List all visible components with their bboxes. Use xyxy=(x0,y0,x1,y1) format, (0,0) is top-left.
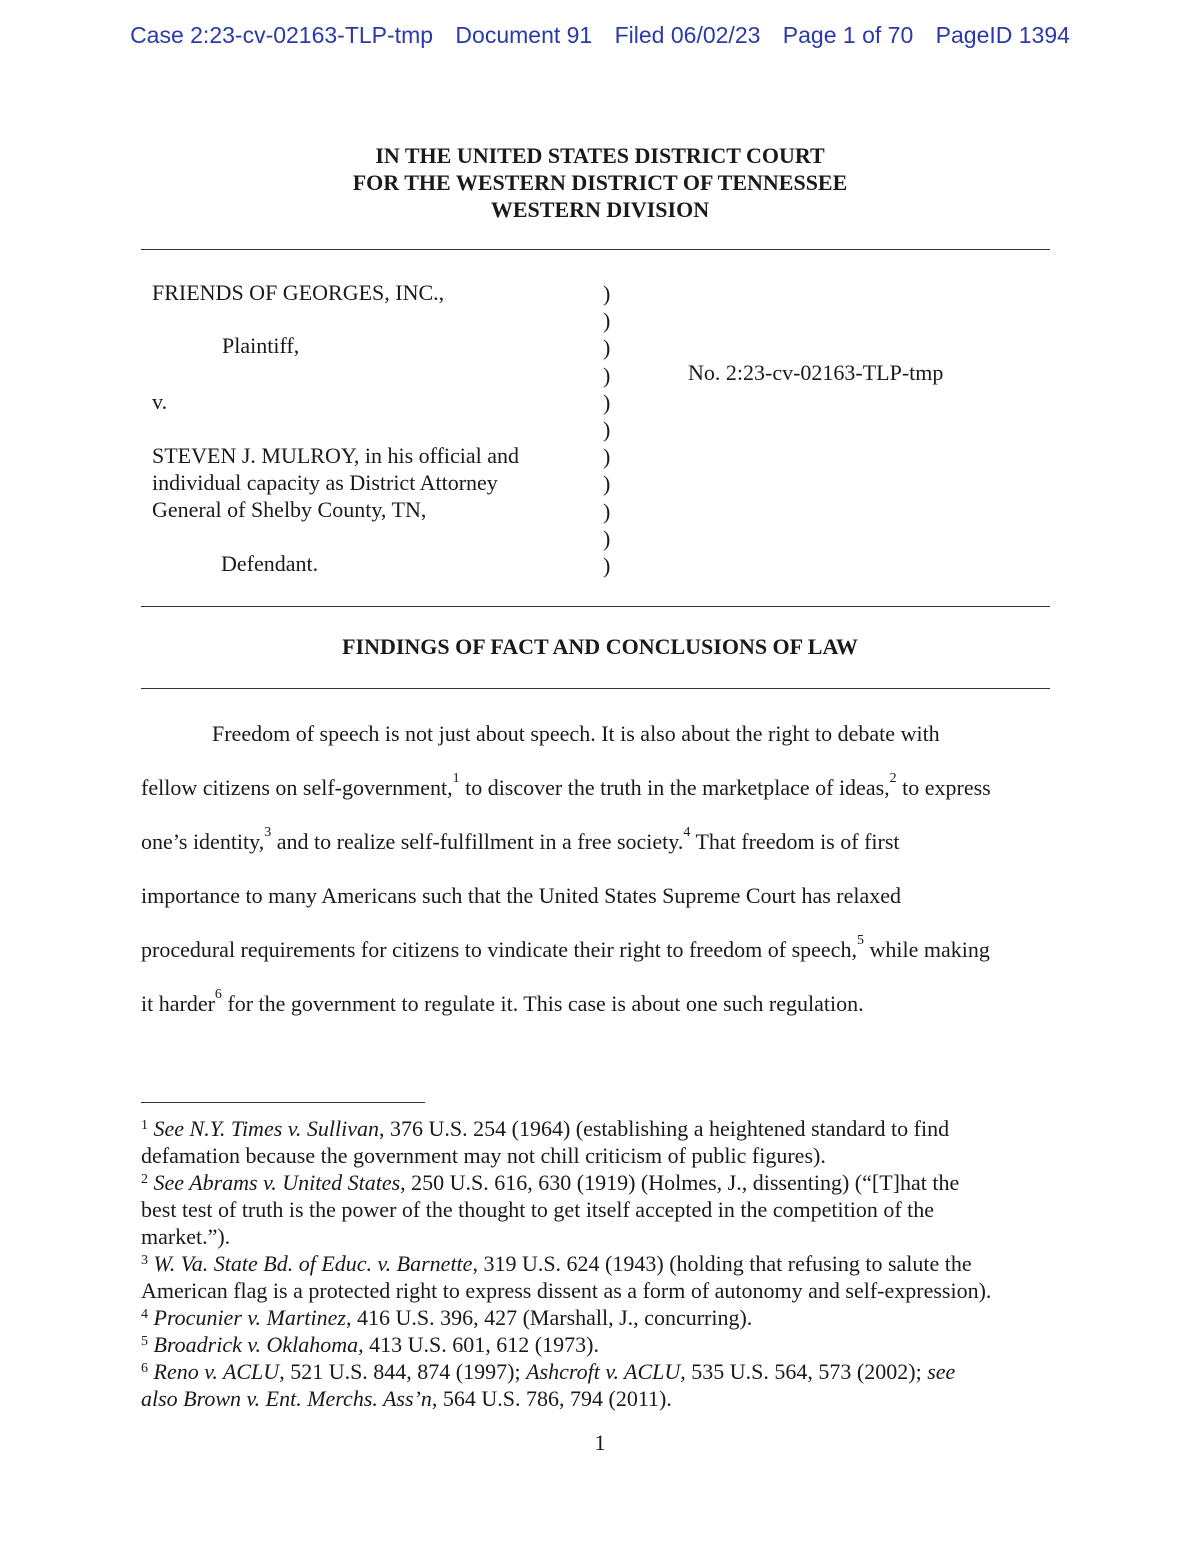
paren: ) xyxy=(603,525,611,551)
footnote-divider xyxy=(141,1102,425,1103)
defendant-line-3: General of Shelby County, TN, xyxy=(152,497,427,522)
paren: ) xyxy=(603,498,611,524)
body-line-2: fellow citizens on self-government,$^1$ to discover the truth in the marketplace of ideas,$^2$ to express xyxy=(141,771,991,800)
body-line-3: one’s identity,$^3$ and to realize self-fulfillment in a free society.$^4$ That freedom is of first xyxy=(141,825,900,854)
body-line-6: it harder$^6$ for the government to regulate it. This case is about one such regulation. xyxy=(141,987,864,1016)
footnote-ref-5: 5 xyxy=(856,933,864,948)
paren: ) xyxy=(603,444,611,470)
footnote-5: $^5$ Broadrick v. Oklahoma, 413 U.S. 601, 612 (1973). xyxy=(141,1332,599,1357)
footnote-ref-6: 6 xyxy=(214,987,222,1002)
paren: ) xyxy=(603,362,611,388)
document-number: Document 91 xyxy=(455,22,593,48)
footnote-ref-3: 3 xyxy=(264,825,272,840)
filing-header xyxy=(0,22,1200,49)
divider-title-bottom xyxy=(141,688,1050,689)
footnote-ref-2: 2 xyxy=(889,771,897,786)
paren: ) xyxy=(603,471,611,497)
defendant-line-1: STEVEN J. MULROY, in his official and xyxy=(152,443,520,468)
paren: ) xyxy=(603,308,611,334)
divider-caption-bottom xyxy=(141,606,1050,607)
caption-parentheses xyxy=(603,280,610,579)
body-line-4: importance to many Americans such that the United States Supreme Court has relaxed xyxy=(141,883,902,908)
paren: ) xyxy=(603,552,611,578)
page-id: PageID 1394 xyxy=(935,22,1070,48)
paren: ) xyxy=(603,389,611,415)
paren: ) xyxy=(603,335,611,361)
plaintiff-name: FRIENDS OF GEORGES, INC., xyxy=(152,280,445,305)
page-number: 1 xyxy=(594,1430,606,1455)
body-line-1: Freedom of speech is not just about speech. It is also about the right to debate with xyxy=(212,721,940,746)
court-line-3: WESTERN DIVISION xyxy=(490,197,710,222)
paren: ) xyxy=(603,416,611,442)
footnote-1: $^1$ See N.Y. Times v. Sullivan, 376 U.S. 254 (1964) (establishing a heightened standard to find defamation because the government may not chill criticism of public figures). xyxy=(141,1116,950,1168)
filed-date: Filed 06/02/23 xyxy=(614,22,761,48)
divider-top xyxy=(141,249,1050,250)
defendant-line-2: individual capacity as District Attorney xyxy=(152,470,498,495)
footnote-ref-1: 1 xyxy=(452,771,460,786)
case-number: No. 2:23-cv-02163-TLP-tmp xyxy=(688,360,944,385)
versus: v. xyxy=(152,389,168,414)
paren: ) xyxy=(603,281,611,306)
court-line-1: IN THE UNITED STATES DISTRICT COURT xyxy=(375,143,825,168)
court-heading xyxy=(0,142,1200,223)
court-line-2: FOR THE WESTERN DISTRICT OF TENNESSEE xyxy=(352,170,848,195)
footnote-6: $^6$ Reno v. ACLU, 521 U.S. 844, 874 (1997); Ashcroft v. ACLU, 535 U.S. 564, 573 (2002); see also Brown v. Ent. Merchs. Ass’n, 564 U.S. 786, 794 (2011). xyxy=(141,1359,956,1411)
plaintiff-role: Plaintiff, xyxy=(222,333,300,358)
defendant-role: Defendant. xyxy=(221,551,319,576)
case-number-header: Case 2:23-cv-02163-TLP-tmp xyxy=(130,22,434,48)
document-title: FINDINGS OF FACT AND CONCLUSIONS OF LAW xyxy=(342,634,858,659)
footnote-3: $^3$ W. Va. State Bd. of Educ. v. Barnette, 319 U.S. 624 (1943) (holding that refusing to salute the American flag is a protected right to express dissent as a form of autonomy and self-expression). xyxy=(141,1251,992,1303)
footnote-4: $^4$ Procunier v. Martinez, 416 U.S. 396, 427 (Marshall, J., concurring). xyxy=(141,1305,753,1330)
body-line-5: procedural requirements for citizens to vindicate their right to freedom of speech,$^5$ while making xyxy=(141,933,990,962)
footnote-2: $^2$ See Abrams v. United States, 250 U.S. 616, 630 (1919) (Holmes, J., dissenting) (“[T]hat the best test of truth is the power of the thought to get itself accepted in the competition of the market.”). xyxy=(141,1170,960,1249)
page-count: Page 1 of 70 xyxy=(782,22,914,48)
footnote-ref-4: 4 xyxy=(683,825,691,840)
